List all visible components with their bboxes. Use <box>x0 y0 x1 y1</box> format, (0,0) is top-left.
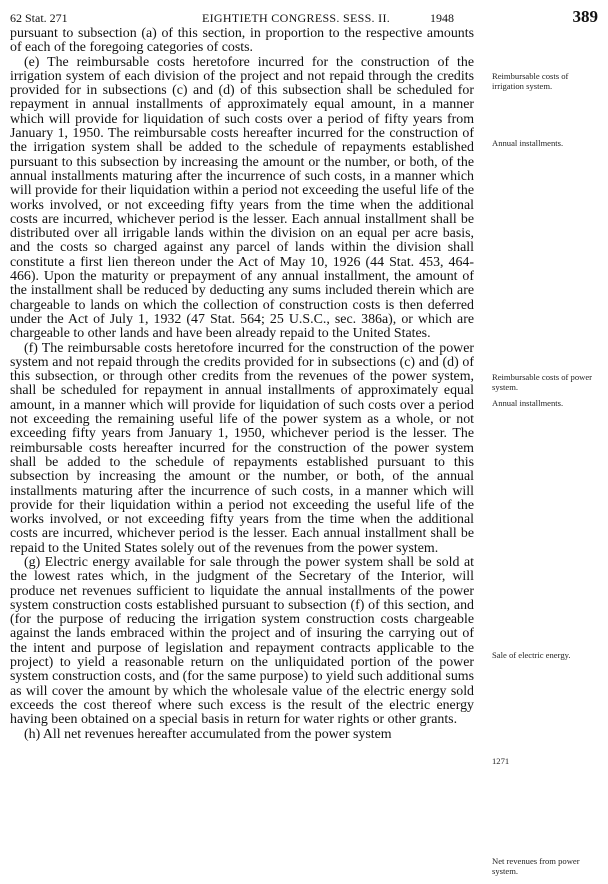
margin-note-net-revenues: Net revenues from power system. <box>492 856 580 876</box>
margin-note-irrigation-costs: Reimbursable costs of irrigation system. <box>492 71 569 91</box>
page-number: 389 <box>572 7 598 26</box>
paragraph-continuation: pursuant to subsection (a) of this section, in proportion to the respective amounts of each of the foregoing categories of costs. <box>10 26 474 56</box>
page-header <box>10 8 600 28</box>
margin-note-annual-installments-2: Annual installments. <box>492 398 564 408</box>
statute-reference: 62 Stat. 271 <box>10 11 68 25</box>
subsection-h: (h) All net revenues hereafter accumulated from the power system <box>24 726 392 742</box>
statute-text <box>10 27 474 742</box>
margin-note-electric-energy: Sale of electric energy. <box>492 650 571 660</box>
subsection-e: (e) The reimbursable costs heretofore incurred for the construction of the irrigation system of each division of the project and not repaid through the credits provided for in subsections (c) and (d) of this subsection shall be scheduled for repayment in annual installments of approximately equal amount, in a manner which will provide for liquidation of such costs over a period of fifty years from January 1, 1950. The reimbursable costs hereafter incurred for the construction of the irrigation system shall be added to the schedule of repayments established pursuant to this subsection by increasing the amount or the number, or both, of the annual installments maturing after the incurrence of such costs, in a manner which will provide for their liquidation within a period not exceeding the useful life of the works involved, or not exceeding fifty years from the time when the additional costs are incurred, whichever period is the lesser. Each annual installment shall be distributed over all irrigable lands within the division on an equal per acre basis, and the costs so charged against any parcel of lands within the division shall constitute a first lien thereon under the Act of May 10, 1926 (44 Stat. 453, 464-466). Upon the maturity or prepayment of any annual installment, the amount of the installment shall be reduced by deducting any sums included therein which are chargeable to lands on which the collection of construction costs is then deferred under the Act of July 1, 1932 (47 Stat. 564; 25 U.S.C., sec. 386a), or which are chargeable to other lands and have been already repaid to the United States. <box>10 54 474 342</box>
margin-note-folio: 1271 <box>492 756 510 766</box>
subsection-g: (g) Electric energy available for sale through the power system shall be sold at the lowest rates which, in the judgment of the Secretary of the Interior, will produce net revenues sufficient to liquidate the annual installments of the power system construction costs established pursuant to subsection (f) of this section, and (for the purpose of reducing the irrigation system construction costs chargeable against the lands embraced within the project and of insuring the carrying out of the intent and purpose of legislation and repayment contracts applicable to the project) to yield a reasonable return on the unliquidated portion of the power system construction costs, and (for the same purpose) to yield such additional sums as will cover the amount by which the wholesale value of the electric energy sold exceeds the cost thereof where such excess is the result of the electric energy having been obtained on a special basis in return for water rights or other grants. <box>10 554 474 728</box>
subsection-f: (f) The reimbursable costs heretofore incurred for the construction of the power system and not repaid through the credits provided for in subsections (c) and (d) of this subsection, or through other credits from the revenues of the power system, shall be scheduled for repayment in annual installments of approximately equal amount, in a manner which will provide for liquidation of such costs over a period not exceeding the remaining useful life of the power system as a whole, or not exceeding fifty years from January 1, 1950, whichever period is the lesser. The reimbursable costs hereafter incurred for the construction of the power system shall be added to the schedule of repayments established pursuant to this subsection by increasing the amount or the number, or both, of the annual installments maturing after the incurrence of such costs, in a manner which will provide for their liquidation within a period not exceeding the useful life of the works involved, or not exceeding fifty years from the time when the additional costs are incurred, whichever period is the lesser. Each annual installment shall be repaid to the United States solely out of the revenues from the power system. <box>10 340 474 556</box>
margin-note-annual-installments: Annual installments. <box>492 138 564 148</box>
header-year: 1948 <box>430 11 454 25</box>
congress-session-heading: EIGHTIETH CONGRESS. SESS. II. <box>202 11 391 25</box>
margin-note-power-costs: Reimbursable costs of power system. <box>492 372 592 392</box>
